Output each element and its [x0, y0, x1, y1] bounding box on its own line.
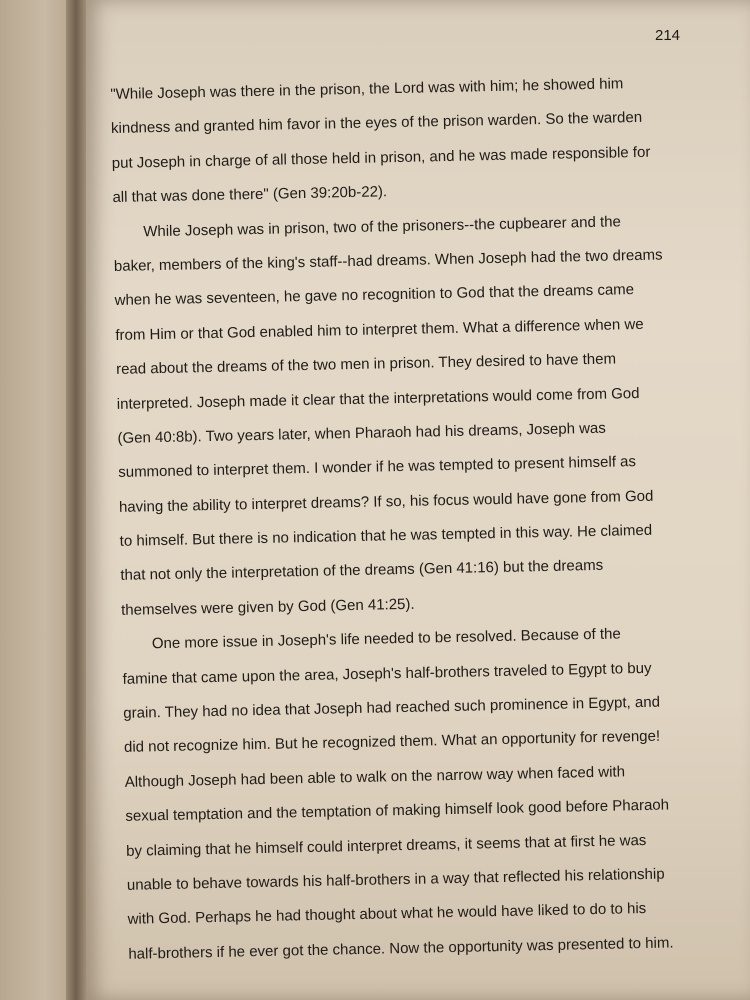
text-line: interpreted. Joseph made it clear that the interpretations would come from God	[116, 384, 640, 413]
text-line: grain. They had no idea that Joseph had reached such prominence in Egypt, and	[123, 693, 661, 722]
text-line: half-brothers if he ever got the chance. Now the opportunity was presented to him.	[128, 934, 674, 963]
text-line: "While Joseph was there in the prison, the Lord was with him; he showed him	[110, 75, 624, 103]
text-line: sexual temptation and the temptation of making himself look good before Pharaoh	[125, 796, 670, 826]
text-line: all that was done there" (Gen 39:20b-22).	[112, 183, 388, 207]
text-line: to himself. But there is no indication that he was tempted in this way. He claimed	[119, 521, 653, 550]
text-line: Although Joseph had been able to walk on the narrow way when faced with	[124, 763, 626, 791]
text-line: read about the dreams of the two men in prison. They desired to have them	[115, 350, 617, 379]
text-line: famine that came upon the area, Joseph's half-brothers traveled to Egypt to buy	[122, 659, 652, 688]
text-line: from Him or that God enabled him to interpret them. What a difference when we	[115, 315, 644, 344]
text-line: having the ability to interpret dreams? If so, his focus would have gone from God	[118, 487, 654, 516]
text-line: baker, members of the king's staff--had dreams. When Joseph had the two dreams	[113, 246, 663, 275]
text-line: One more issue in Joseph's life needed to be resolved. Because of the	[151, 625, 621, 653]
text-line: kindness and granted him favor in the eyes of the prison warden. So the warden	[110, 109, 643, 138]
text-line: put Joseph in charge of all those held in prison, and he was made responsible for	[111, 143, 651, 172]
text-line: did not recognize him. But he recognized them. What an opportunity for revenge!	[123, 728, 661, 757]
text-line: unable to behave towards his half-brothers in a way that reflected his relationship	[126, 865, 665, 894]
text-line: that not only the interpretation of the dreams (Gen 41:16) but the dreams	[120, 557, 604, 585]
text-line: While Joseph was in prison, two of the prisoners--the cupbearer and the	[143, 212, 622, 240]
text-line: summoned to interpret them. I wonder if he was tempted to present himself as	[118, 453, 637, 482]
page-number: 214	[655, 27, 681, 44]
text-line: with God. Perhaps he had thought about what he would have liked to do to his	[127, 900, 647, 929]
text-line: (Gen 40:8b). Two years later, when Pharaoh had his dreams, Joseph was	[117, 419, 606, 447]
body-text	[110, 65, 729, 972]
text-line: by claiming that he himself could interpret dreams, it seems that at first he was	[126, 831, 647, 860]
text-line: when he was seventeen, he gave no recognition to God that the dreams came	[114, 281, 635, 310]
text-line: themselves were given by God (Gen 41:25).	[120, 595, 415, 619]
book-gutter	[66, 0, 88, 1000]
